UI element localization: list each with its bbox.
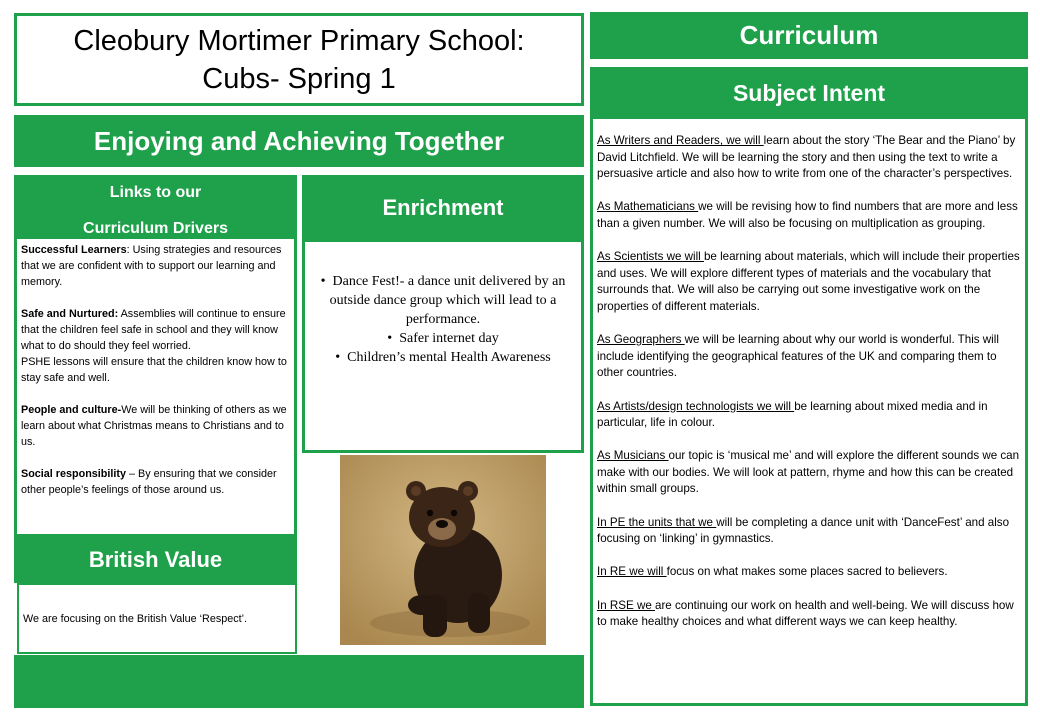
driver-item: Social responsibility – By ensuring that we consider other people’s feelings of those around us. [21,468,277,496]
subject-paragraph: In RSE we are continuing our work on health and well-being. We will discuss how to make healthy choices and what different ways we can keep healthy. [597,598,1014,629]
enrichment-heading: Enrichment [302,175,584,241]
subject-paragraph: In PE the units that we will be completing a dance unit with ‘DanceFest’ and also focusing on ‘linking’ in gymnastics. [597,515,1010,546]
subject-paragraph: As Mathematicians we will be revising how to find numbers that are more and less than a given number. We will also be focusing on multiplication as grouping. [597,200,1018,230]
enrichment-item: • Children’s mental Health Awareness [309,348,577,367]
drivers-heading [14,175,297,241]
subject-intent-panel [590,119,1028,706]
driver-item: People and culture-We will be thinking of others as we learn about what Christmas means to Christians and to us. [21,404,287,448]
enrichment-panel [302,239,584,453]
bear-cub-illustration [340,455,546,645]
motto-text: Enjoying and Achieving Together [93,125,505,156]
enrichment-item: • Safer internet day [309,329,577,348]
title-line-1: Cleobury Mortimer Primary School: [73,24,525,57]
page-title [14,13,584,106]
enrichment-item: • Dance Fest!- a dance unit delivered by an outside dance group which will lead to a performance. [309,272,577,329]
footer-banner [14,655,584,708]
drivers-heading-line-2: Curriculum Drivers [83,220,228,237]
british-value-heading: British Value [14,537,297,583]
curriculum-label: Curriculum [739,20,879,50]
subject-paragraph: In RE we will focus on what makes some places sacred to believers. [597,565,948,579]
subject-paragraph: As Musicians our topic is ‘musical me’ and will explore the different sounds we can make with our bodies. We will look at pattern, rhyme and how this can be created within small groups. [597,449,1020,496]
drivers-panel [14,239,297,537]
driver-item-extra: PSHE lessons will ensure that the children know how to stay safe and well. [21,356,287,384]
subject-paragraph: As Scientists we will be learning about materials, which will include their properties and uses. We will explore different types of materials and the vocabulary that surrounds that. We will also be carrying out some investigative work on the properties of different materials. [597,250,1020,313]
driver-item: Safe and Nurtured: Assemblies will continue to ensure that the children feel safe in school and they will know what to do should they feel worried. [21,308,286,352]
motto-banner [14,115,584,167]
drivers-heading-line-1: Links to our [109,184,202,201]
british-value-panel [17,583,297,654]
title-line-2: Cubs- Spring 1 [202,62,396,95]
driver-item: Successful Learners: Using strategies and resources that we are confident with to support our learning and memory. [21,244,282,288]
subject-paragraph: As Writers and Readers, we will learn about the story ‘The Bear and the Piano’ by David Litchfield. We will be learning the story and then using the text to write a persuasive article and also how to write from one of the character’s perspectives. [597,134,1016,181]
british-value-text: We are focusing on the British Value ‘Respect’. [23,612,248,625]
curriculum-banner [590,12,1028,59]
subject-paragraph: As Artists/design technologists we will be learning about mixed media and in particular, life in colour. [597,399,988,430]
subject-intent-heading: Subject Intent [590,67,1028,119]
bear-cub-photo [340,455,546,645]
subject-paragraph: As Geographers we will be learning about why our world is wonderful. This will include identifying the geographical features of the UK and comparing them to other countries. [597,333,999,380]
